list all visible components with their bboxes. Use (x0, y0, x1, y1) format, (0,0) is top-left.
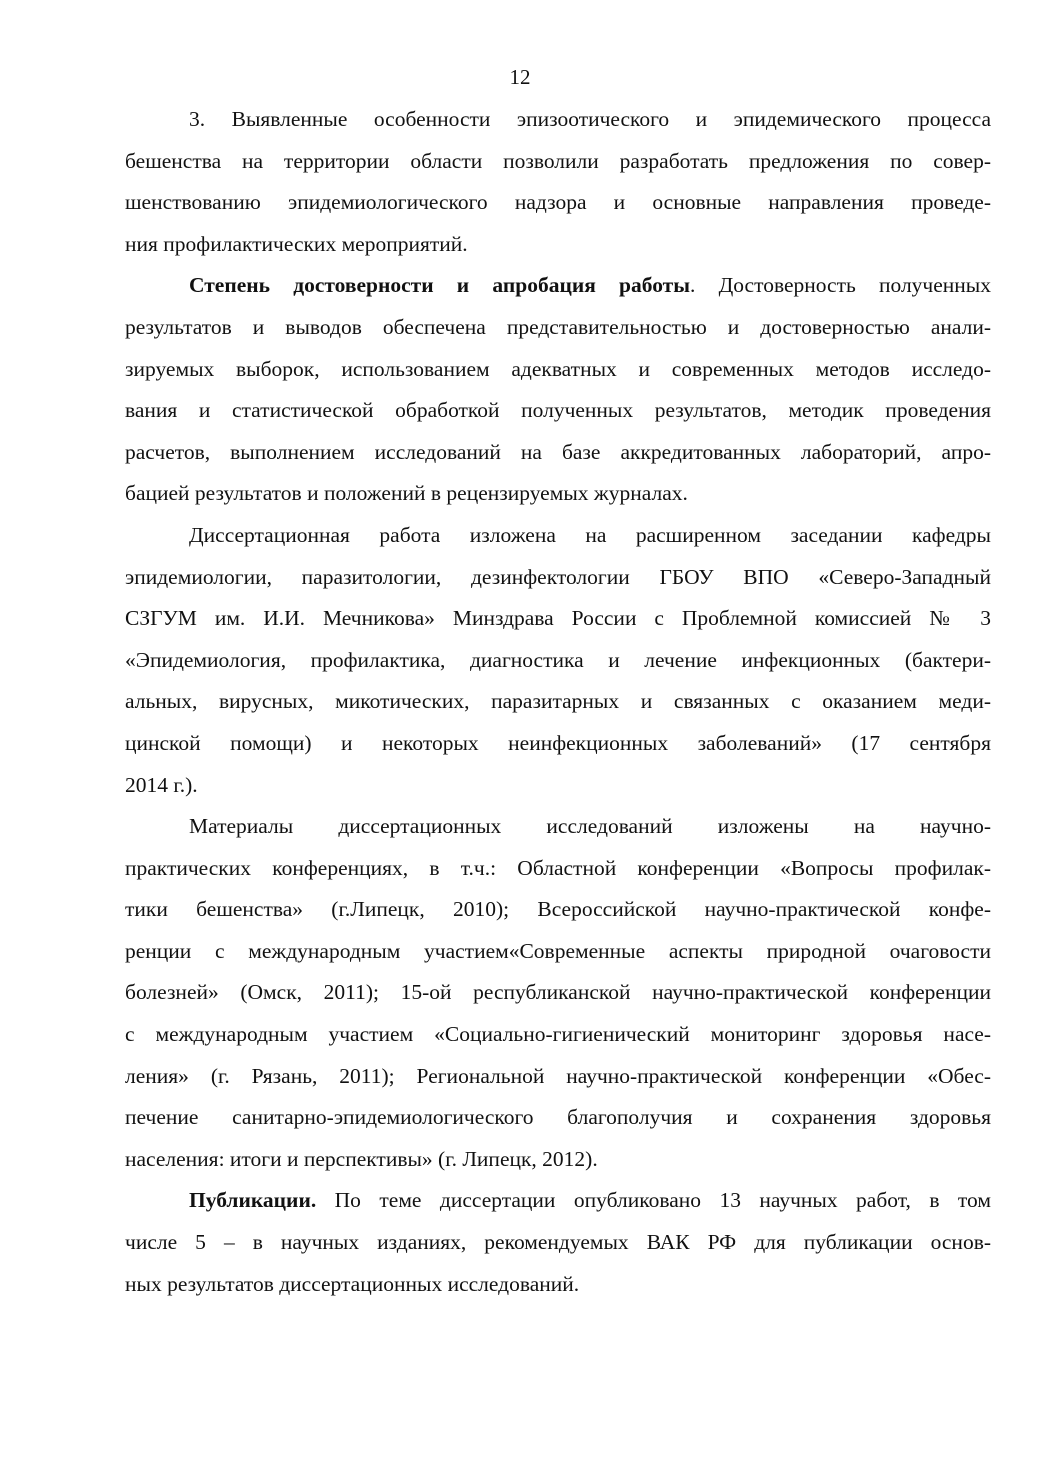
text-line: Диссертационная работа изложена на расширенном заседании кафедры (189, 522, 991, 547)
text-line: 3. Выявленные особенности эпизоотического и эпидемического процесса (189, 107, 991, 131)
text-line: ренции с международным участием«Современные аспекты природной очаговости (125, 938, 991, 963)
text-line: эпидемиологии, паразитологии, дезинфектологии ГБОУ ВПО «Северо-Западный (125, 564, 991, 589)
paragraph-conclusion-3 (125, 99, 991, 265)
text-line: числе 5 – в научных изданиях, рекомендуемых ВАК РФ для публикации основ- (125, 1230, 991, 1255)
text-line: ления» (г. Рязань, 2011); Региональной научно-практической конференции «Обес- (125, 1063, 991, 1088)
paragraph-reliability (125, 265, 991, 515)
page-number: 12 (509, 65, 531, 89)
section-heading-publications: Публикации. (189, 1188, 317, 1213)
paragraph-publications (125, 1180, 991, 1305)
text-line: тики бешенства» (г.Липецк, 2010); Всероссийской научно-практической конфе- (125, 897, 991, 922)
text-line: ния профилактических мероприятий. (125, 231, 468, 256)
text-line: бацией результатов и положений в рецензируемых журналах. (125, 481, 688, 506)
text-line: альных, вирусных, микотических, паразитарных и связанных с оказанием меди- (125, 689, 991, 714)
paragraph-dissertation-presented (125, 515, 991, 806)
text-line: зируемых выборок, использованием адекватных и современных методов исследо- (125, 356, 991, 381)
text-line: цинской помощи) и некоторых неинфекционных заболеваний» (17 сентября (125, 730, 991, 755)
text-line (125, 1180, 991, 1222)
text-line (125, 265, 991, 307)
text-line: бешенства на территории области позволили разработать предложения по совер- (125, 148, 991, 173)
text-line: результатов и выводов обеспечена представительностью и достоверностью анали- (125, 314, 991, 339)
paragraph-conferences (125, 806, 991, 1180)
text-line: практических конференциях, в т.ч.: Областной конференции «Вопросы профилак- (125, 855, 991, 880)
text-line: 2014 г.). (125, 772, 198, 797)
text-fragment: По теме диссертации опубликовано 13 научных работ, в том (316, 1188, 991, 1213)
text-line: СЗГУМ им. И.И. Мечникова» Минздрава России с Проблемной комиссией № 3 (125, 606, 991, 631)
text-line: расчетов, выполнением исследований на базе аккредитованных лабораторий, апро- (125, 439, 991, 464)
text-line: с международным участием «Социально-гигиенический мониторинг здоровья насе- (125, 1022, 991, 1047)
text-line: шенствованию эпидемиологического надзора и основные направления проведе- (125, 190, 991, 215)
text-line: ных результатов диссертационных исследований. (125, 1271, 580, 1296)
text-line: «Эпидемиология, профилактика, диагностика и лечение инфекционных (бактери- (125, 647, 991, 672)
document-body (125, 99, 991, 1305)
text-line: вания и статистической обработкой полученных результатов, методик проведения (125, 398, 991, 423)
text-line: печение санитарно-эпидемиологического благополучия и сохранения здоровья (125, 1105, 991, 1130)
section-heading-reliability: Степень достоверности и апробация работы (189, 273, 691, 298)
text-line: населения: итоги и перспективы» (г. Липецк, 2012). (125, 1146, 598, 1171)
text-line: Материалы диссертационных исследований изложены на научно- (189, 814, 991, 839)
text-line: болезней» (Омск, 2011); 15-ой республиканской научно-практической конференции (125, 980, 991, 1005)
text-fragment: . Достоверность полученных (690, 273, 991, 298)
